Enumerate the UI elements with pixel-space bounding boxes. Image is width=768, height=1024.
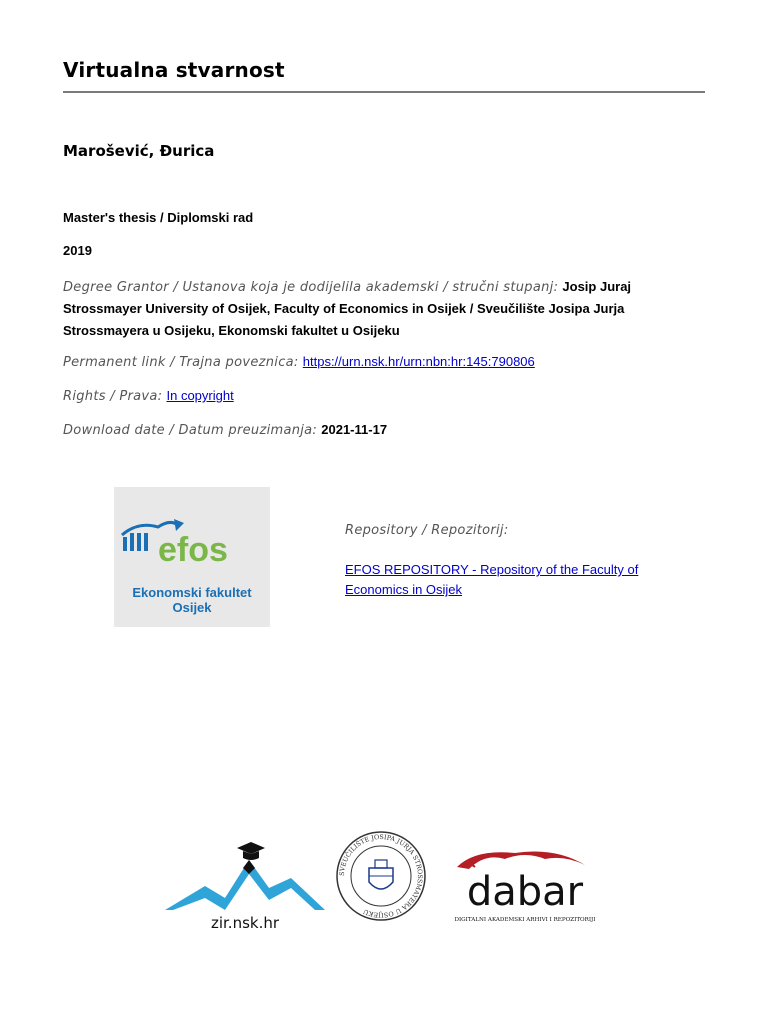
permanent-link xyxy=(63,351,713,373)
thesis-type: Master's thesis / Diplomski rad xyxy=(63,210,254,225)
zir-logo-text: zir.nsk.hr xyxy=(210,914,280,932)
download-date-value: 2021-11-17 xyxy=(321,422,388,437)
author-name: Marošević, Đurica xyxy=(63,142,215,160)
permanent-link-label: Permanent link / Trajna poveznica: xyxy=(63,355,299,370)
rights xyxy=(63,385,713,407)
thesis-year: 2019 xyxy=(63,243,92,258)
rights-label: Rights / Prava: xyxy=(63,389,163,404)
seal-text: SVEUČILIŠTE JOSIPA JURJA STROSSMAYERA U OSIJEKU xyxy=(337,832,425,920)
title-divider xyxy=(63,91,705,93)
degree-grantor-label: Degree Grantor / Ustanova koja je dodijelila akademski / stručni stupanj: xyxy=(63,280,559,295)
download-date-label: Download date / Datum preuzimanja: xyxy=(63,423,318,438)
efos-logo-line2: Osijek xyxy=(172,600,212,615)
dabar-logo-subtitle: DIGITALNI AKADEMSKI ARHIVI I REPOZITORIJI xyxy=(454,917,596,923)
dabar-logo-text: dabar xyxy=(466,869,584,915)
repository-label: Repository / Repozitorij: xyxy=(345,523,509,538)
university-seal xyxy=(335,830,427,922)
efos-logo xyxy=(114,487,270,627)
permanent-link-url[interactable]: https://urn.nsk.hr/urn:nbn:hr:145:790806 xyxy=(302,354,535,369)
zir-logo xyxy=(165,838,325,933)
degree-grantor-value: Josip Juraj Strossmayer University of Osijek, Faculty of Economics in Osijek / Sveučilište Josipa Jurja Strossmayera u Osijeku, Ekonomski fakultet u Osijeku xyxy=(63,279,632,338)
rights-link[interactable]: In copyright xyxy=(166,388,234,403)
degree-grantor xyxy=(63,276,713,342)
efos-logo-text: efos xyxy=(158,531,228,569)
efos-logo-line1: Ekonomski fakultet xyxy=(132,585,252,600)
repository-link[interactable]: EFOS REPOSITORY - Repository of the Faculty of Economics in Osijek xyxy=(345,562,639,597)
repository-link-block xyxy=(345,560,655,600)
document-title: Virtualna stvarnost xyxy=(63,58,285,82)
download-date xyxy=(63,419,713,441)
dabar-logo xyxy=(445,845,605,925)
